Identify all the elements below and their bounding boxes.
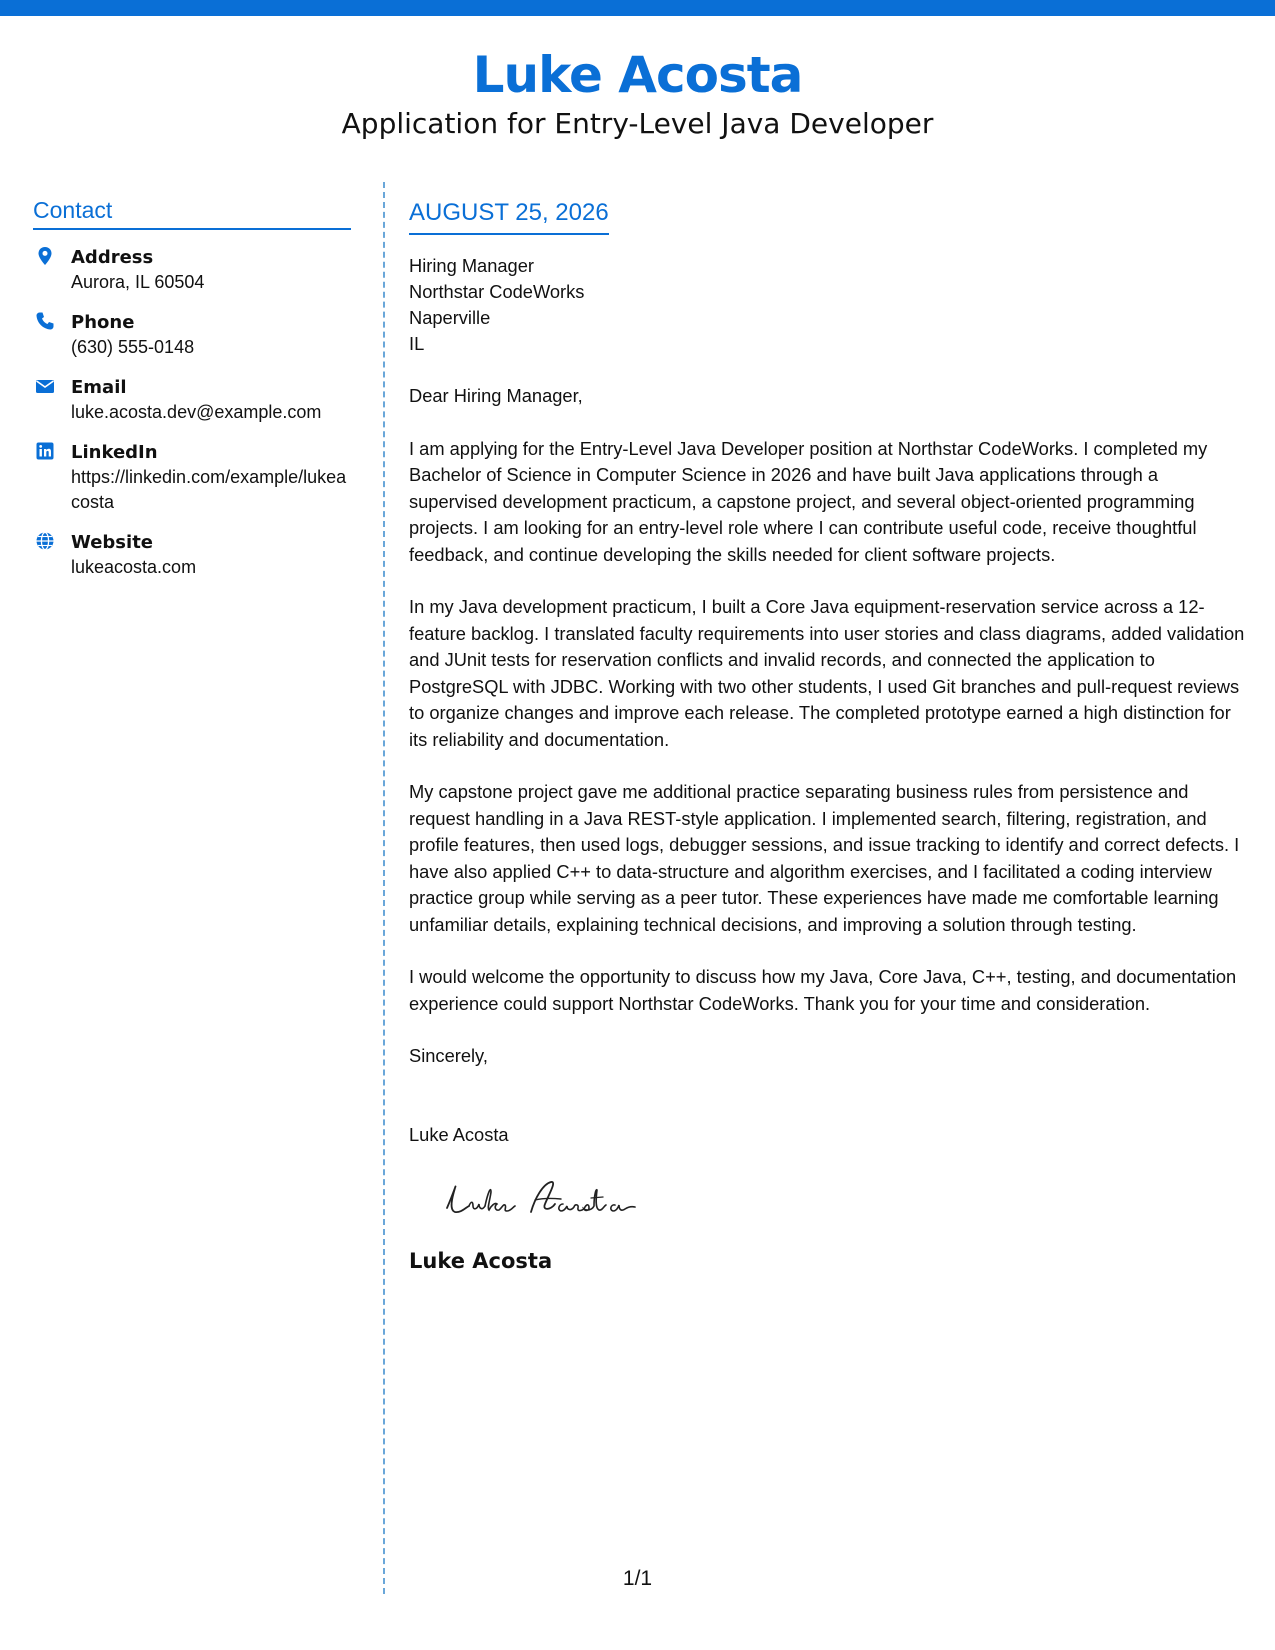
salutation: Dear Hiring Manager,: [409, 385, 583, 406]
recipient-line: IL: [409, 333, 425, 354]
printed-signature-name: Luke Acosta: [409, 1248, 553, 1273]
phone-icon: [35, 311, 55, 331]
handwritten-signature: [439, 1168, 649, 1228]
map-pin-icon: [35, 246, 55, 266]
page-number: 1/1: [622, 1567, 653, 1590]
body-paragraph: My capstone project gave me additional practice separating business rules from persistence and request handling in a Java REST-style application. I implemented search, filtering, registration, and profile features, then used logs, debugger sessions, and issue tracking to identify and correct defects. I have also applied C++ to data-structure and algorithm exercises, and I facilitated a coding interview practice group while serving as a peer tutor. These experiences have made me comfortable learning unfamiliar details, explaining technical decisions, and improving a solution through testing.: [409, 781, 1240, 935]
contact-sidebar: [33, 195, 351, 580]
letter-date: AUGUST 25, 2026: [409, 196, 609, 235]
contact-label: Email: [71, 377, 127, 398]
contact-label: Phone: [71, 312, 135, 333]
application-subtitle: Application for Entry-Level Java Developer: [341, 107, 934, 140]
body-paragraph: I am applying for the Entry-Level Java Developer position at Northstar CodeWorks. I completed my Bachelor of Science in Computer Science in 2026 and have built Java applications through a supervised development practicum, a capstone project, and several object-oriented programming projects. I am looking for an entry-level role where I can contribute useful code, receive thoughtful feedback, and continue developing the skills needed for client software projects.: [409, 437, 1208, 565]
contact-value: luke.acosta.dev@example.com: [71, 402, 322, 422]
contact-value: Aurora, IL 60504: [71, 272, 205, 292]
letter-header: [0, 40, 1275, 142]
contact-label: LinkedIn: [71, 442, 158, 463]
column-divider: [383, 182, 385, 1594]
top-accent-bar: [0, 0, 1275, 16]
recipient-line: Northstar CodeWorks: [409, 281, 585, 302]
contact-item-phone: [33, 310, 351, 360]
letter-body: [409, 196, 1251, 1274]
contact-value: https://linkedin.com/example/lukeacosta: [71, 467, 347, 512]
contact-item-email: [33, 375, 351, 425]
contact-item-address: [33, 245, 351, 295]
applicant-name: Luke Acosta: [472, 46, 803, 104]
recipient-line: Naperville: [409, 307, 491, 328]
contact-value: lukeacosta.com: [71, 557, 197, 577]
signer-name: Luke Acosta: [409, 1123, 509, 1145]
globe-icon: [35, 531, 55, 551]
contact-section-title: Contact: [33, 195, 351, 230]
body-paragraph: In my Java development practicum, I built a Core Java equipment-reservation service across a 12-feature backlog. I translated faculty requirements into user stories and class diagrams, added validation and JUnit tests for reservation conflicts and invalid records, and connected the application to PostgreSQL with JDBC. Working with two other students, I used Git branches and pull-request reviews to organize changes and improve each release. The completed prototype earned a high distinction for its reliability and documentation.: [409, 596, 1245, 750]
body-paragraph: I would welcome the opportunity to discuss how my Java, Core Java, C++, testing, and documentation experience could support Northstar CodeWorks. Thank you for your time and consideration.: [409, 966, 1237, 1014]
closing: Sincerely,: [409, 1045, 488, 1066]
contact-item-website: [33, 530, 351, 580]
linkedin-icon: [35, 441, 55, 461]
contact-label: Website: [71, 532, 154, 553]
contact-label: Address: [71, 247, 154, 268]
envelope-icon: [35, 376, 55, 396]
recipient-line: Hiring Manager: [409, 255, 534, 276]
contact-value: (630) 555-0148: [71, 337, 195, 357]
recipient-block: [409, 253, 1251, 357]
contact-item-linkedin: [33, 440, 351, 515]
